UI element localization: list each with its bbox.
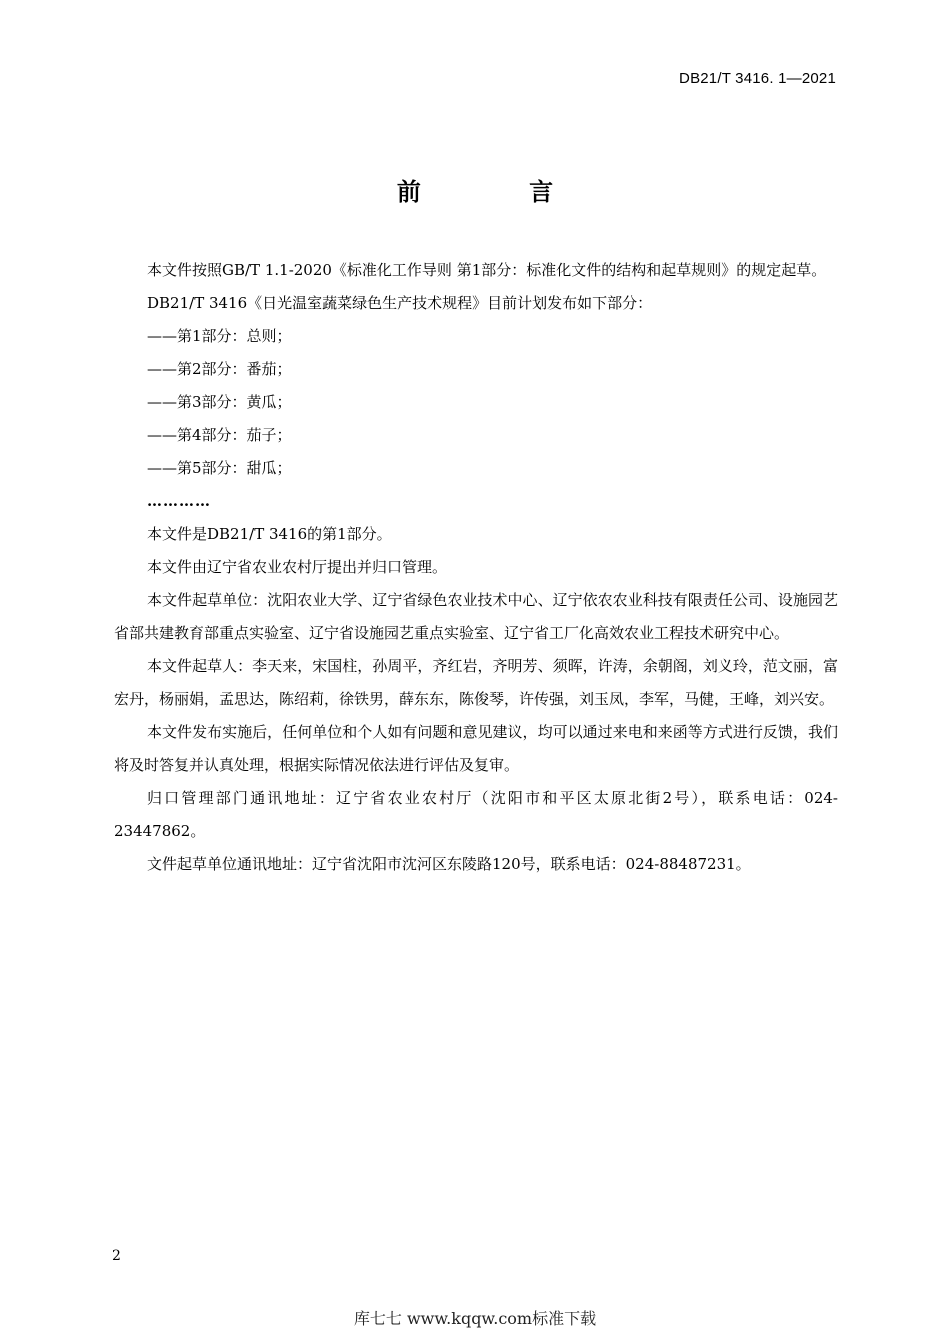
paragraph-part-statement: 本文件是DB21/T 3416的第1部分。 — [147, 525, 392, 543]
list-item-part-1: ——第1部分：总则； — [147, 327, 292, 345]
paragraph-drafters: 本文件起草人：李天来，宋国柱，孙周平，齐红岩，齐明芳、须晖，许涛，余朝阁，刘义玲，范文丽，富宏丹，杨丽娟，孟思达，陈绍莉，徐铁男，薛东东，陈俊琴，许传强，刘玉凤，李军，马健，王峰，刘兴安。 — [114, 657, 838, 708]
list-ellipsis: ………… — [147, 492, 211, 510]
paragraph-proposer: 本文件由辽宁省农业农村厅提出并归口管理。 — [147, 558, 448, 576]
list-item-part-2: ——第2部分：番茄； — [147, 360, 292, 378]
page-number: 2 — [112, 1248, 121, 1264]
list-item-part-3: ——第3部分：黄瓜； — [147, 393, 292, 411]
page-title: 前 言 — [396, 178, 604, 206]
paragraph-feedback: 本文件发布实施后，任何单位和个人如有问题和意见建议，均可以通过来电和来函等方式进行反馈，我们将及时答复并认真处理，根据实际情况依法进行评估及复审。 — [114, 723, 838, 774]
paragraph-drafting-rules: 本文件按照GB/T 1.1-2020《标准化工作导则 第1部分：标准化文件的结构和起草规则》的规定起草。 — [147, 261, 827, 279]
standard-code: DB21/T 3416. 1—2021 — [679, 70, 836, 87]
paragraph-drafting-units: 本文件起草单位：沈阳农业大学、辽宁省绿色农业技术中心、辽宁依农农业科技有限责任公司、设施园艺省部共建教育部重点实验室、辽宁省设施园艺重点实验室、辽宁省工厂化高效农业工程技术研究中心。 — [114, 591, 838, 642]
paragraph-parts-intro: DB21/T 3416《日光温室蔬菜绿色生产技术规程》目前计划发布如下部分： — [147, 294, 653, 312]
list-item-part-5: ——第5部分：甜瓜； — [147, 459, 292, 477]
list-item-part-4: ——第4部分：茄子； — [147, 426, 292, 444]
document-body — [114, 254, 838, 881]
watermark: 库七七 www.kqqw.com标准下载 — [353, 1309, 597, 1328]
paragraph-authority-address: 归口管理部门通讯地址：辽宁省农业农村厅（沈阳市和平区太原北街2号），联系电话：024-23447862。 — [114, 789, 838, 840]
paragraph-drafter-address: 文件起草单位通讯地址：辽宁省沈阳市沈河区东陵路120号，联系电话：024-88487231。 — [147, 855, 751, 873]
